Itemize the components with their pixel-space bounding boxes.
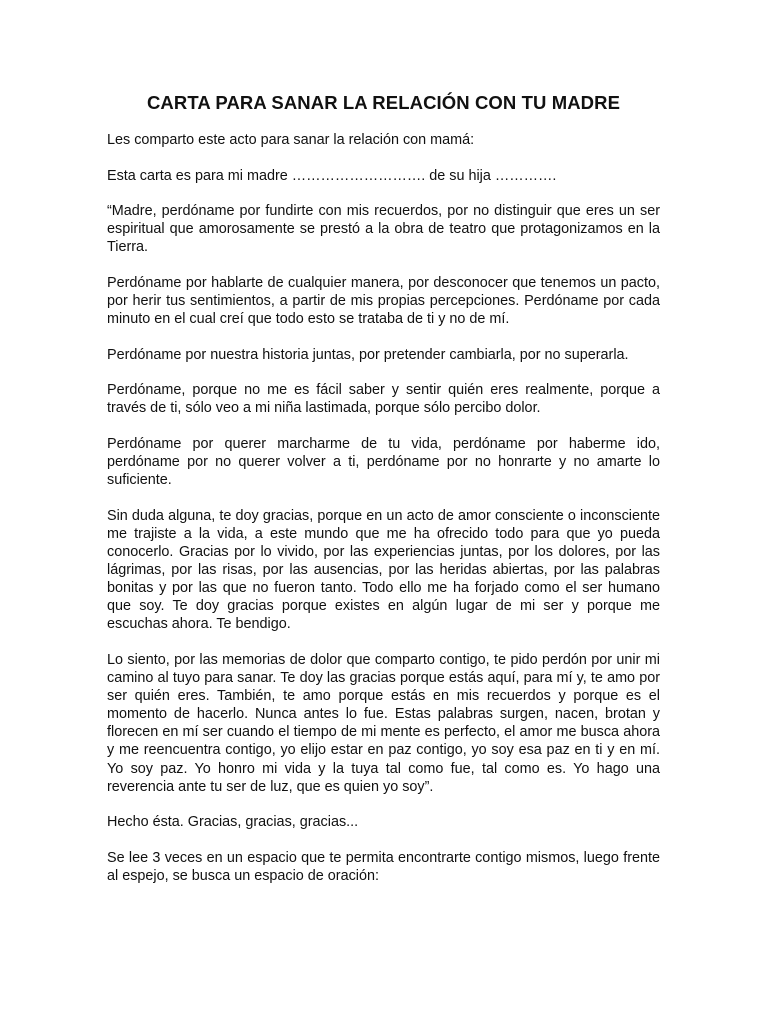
paragraph-forgive-seeing: Perdóname, porque no me es fácil saber y sentir quién eres realmente, porque a través de ti, sólo veo a mi niña lastimada, porque sólo percibo dolor. xyxy=(107,382,660,417)
document-title: CARTA PARA SANAR LA RELACIÓN CON TU MADRE xyxy=(146,92,621,113)
paragraph-sorry: Lo siento, por las memorias de dolor que comparto contigo, te pido perdón por unir mi camino al tuyo para sanar. Te doy las gracias porque estás aquí, para mí y, te amo por ser quién eres. También, te amo porque estás en mis recuerdos y porque es el momento de hacerlo. Nunca antes lo fue. Estas palabras surgen, nacen, brotan y florecen en mí ser cuando el tiempo de mi mente es perfecto, el amor me busca ahora y me reencuentra contigo, yo elijo estar en paz contigo, yo soy esa paz en ti y en mí. Yo soy paz. Yo honro mi vida y la tuya tal como fue, tal como es. Yo hago una reverencia ante tu ser de luz, que es quien yo soy”. xyxy=(107,651,660,795)
paragraph-intro: Les comparto este acto para sanar la relación con mamá: xyxy=(107,132,475,148)
paragraph-dedication: Esta carta es para mi madre ………………………. de su hija …………. xyxy=(107,167,557,184)
document-page xyxy=(107,92,660,903)
paragraph-forgive-leaving: Perdóname por querer marcharme de tu vida, perdóname por haberme ido, perdóname por no querer volver a ti, perdóname por no honrarte y no amarte lo suficiente. xyxy=(107,436,660,489)
paragraph-forgive-history: Perdóname por nuestra historia juntas, por pretender cambiarla, por no superarla. xyxy=(107,346,629,363)
paragraph-forgive-speech: Perdóname por hablarte de cualquier manera, por desconocer que tenemos un pacto, por herir tus sentimientos, a partir de mis propias percepciones. Perdóname por cada minuto en el cual creí que todo esto se trataba de ti y no de mí. xyxy=(107,274,660,328)
paragraph-instructions: Se lee 3 veces en un espacio que te permita encontrarte contigo mismos, luego frente al espejo, se busca un espacio de oración: xyxy=(107,849,660,884)
paragraph-opening: “Madre, perdóname por fundirte con mis recuerdos, por no distinguir que eres un ser espiritual que amorosamente se prestó a la obra de teatro que protagonizamos en la Tierra. xyxy=(107,203,660,256)
paragraph-closing: Hecho ésta. Gracias, gracias, gracias... xyxy=(107,814,359,831)
paragraph-gratitude: Sin duda alguna, te doy gracias, porque en un acto de amor consciente o inconsciente me trajiste a la vida, a este mundo que me ha ofrecido todo para que yo pueda conocerlo. Gracias por lo vivido, por las experiencias juntas, por los dolores, por las lágrimas, por las risas, por las ausencias, por las heridas abiertas, por las palabras bonitas y por las que no fueron tanto. Todo ello me ha forjado como el ser humano que soy. Te doy gracias porque existes en algún lugar de mi ser y porque me escuchas ahora. Te bendigo. xyxy=(107,507,660,633)
